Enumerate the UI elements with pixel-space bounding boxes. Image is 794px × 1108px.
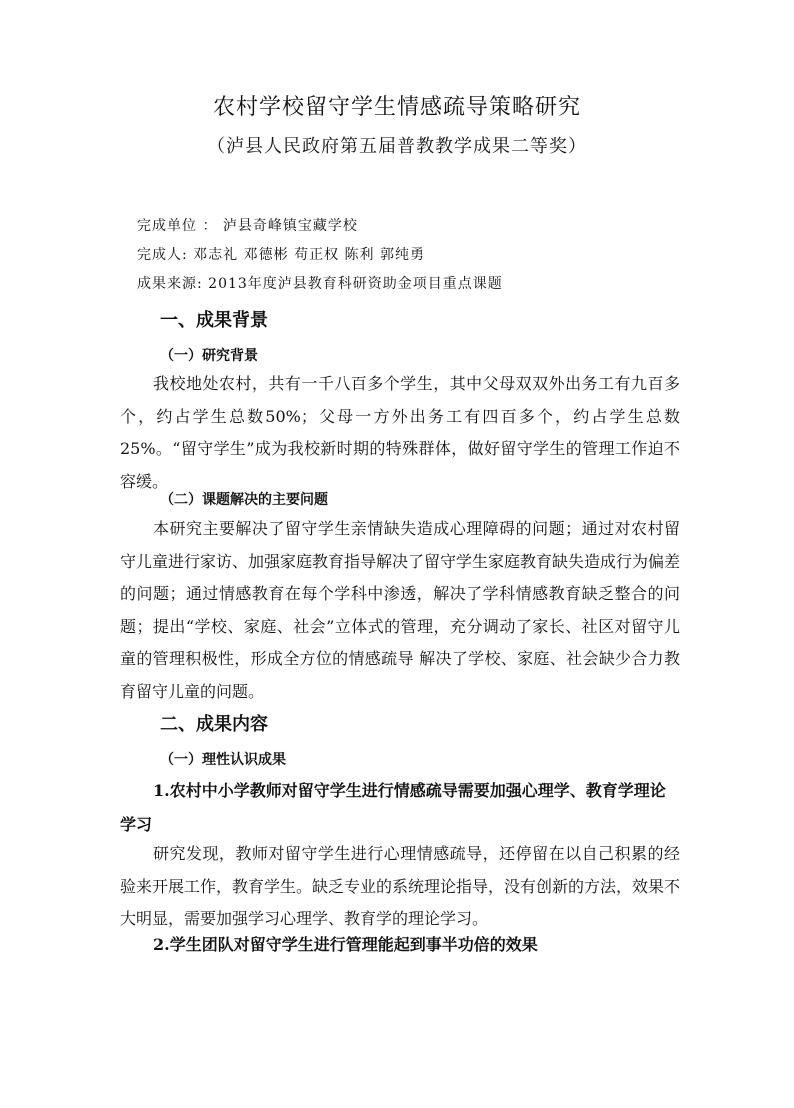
- paragraph-research-background: 我校地处农村，共有一千八百多个学生，其中父母双双外出务工有九百多个，约占学生总数50%；父母一方外出务工有四百多个，约占学生总数25%。“留守学生”成为我校新时期的特殊群体，做好留守学生的管理工作迫不容缓。: [120, 374, 680, 491]
- point-heading-1: 1.农村中小学教师对留守学生进行情感疏导需要加强心理学、教育学理论学习: [120, 781, 666, 834]
- subsection-heading-rational-results: （一）理性认识成果: [160, 752, 286, 768]
- point-heading-2: 2.学生团队对留守学生进行管理能起到事半功倍的效果: [153, 935, 538, 954]
- paragraph-point-1: 研究发现，教师对留守学生进行心理情感疏导，还停留在以自己积累的经验来开展工作，教育学生。缺乏专业的系统理论指导，没有创新的方法，效果不大明显，需要加强学习心理学、教育学的理论学习。: [120, 844, 681, 928]
- section-heading-content: 二、成果内容: [160, 714, 268, 735]
- subsection-heading-main-problems: （二）课题解决的主要问题: [160, 492, 328, 508]
- completion-unit: 完成单位 ： 泸县奇峰镇宝藏学校: [137, 218, 358, 234]
- subsection-heading-research-background: （一）研究背景: [160, 348, 258, 364]
- page-subtitle: （泸县人民政府第五届普教教学成果二等奖）: [207, 136, 587, 157]
- authors-line: 完成人: 邓志礼 邓德彬 苟正权 陈利 郭纯勇: [137, 247, 425, 263]
- source-line: 成果来源: 2013年度泸县教育科研资助金项目重点课题: [137, 276, 503, 292]
- paragraph-main-problems: 本研究主要解决了留守学生亲情缺失造成心理障碍的问题；通过对农村留守儿童进行家访、加强家庭教育指导解决了留守学生家庭教育缺失造成行为偏差的问题；通过情感教育在每个学科中渗透，解决了学科情感教育缺乏整合的问题；提出“学校、家庭、社会”立体式的管理，充分调动了家长、社区对留守儿童的管理积极性，形成全方位的情感疏导 解决了学校、家庭、社会缺少合力教育留守儿童的问题。: [120, 519, 681, 701]
- page-title: 农村学校留守学生情感疏导策略研究: [212, 95, 581, 120]
- section-heading-background: 一、成果背景: [160, 310, 268, 331]
